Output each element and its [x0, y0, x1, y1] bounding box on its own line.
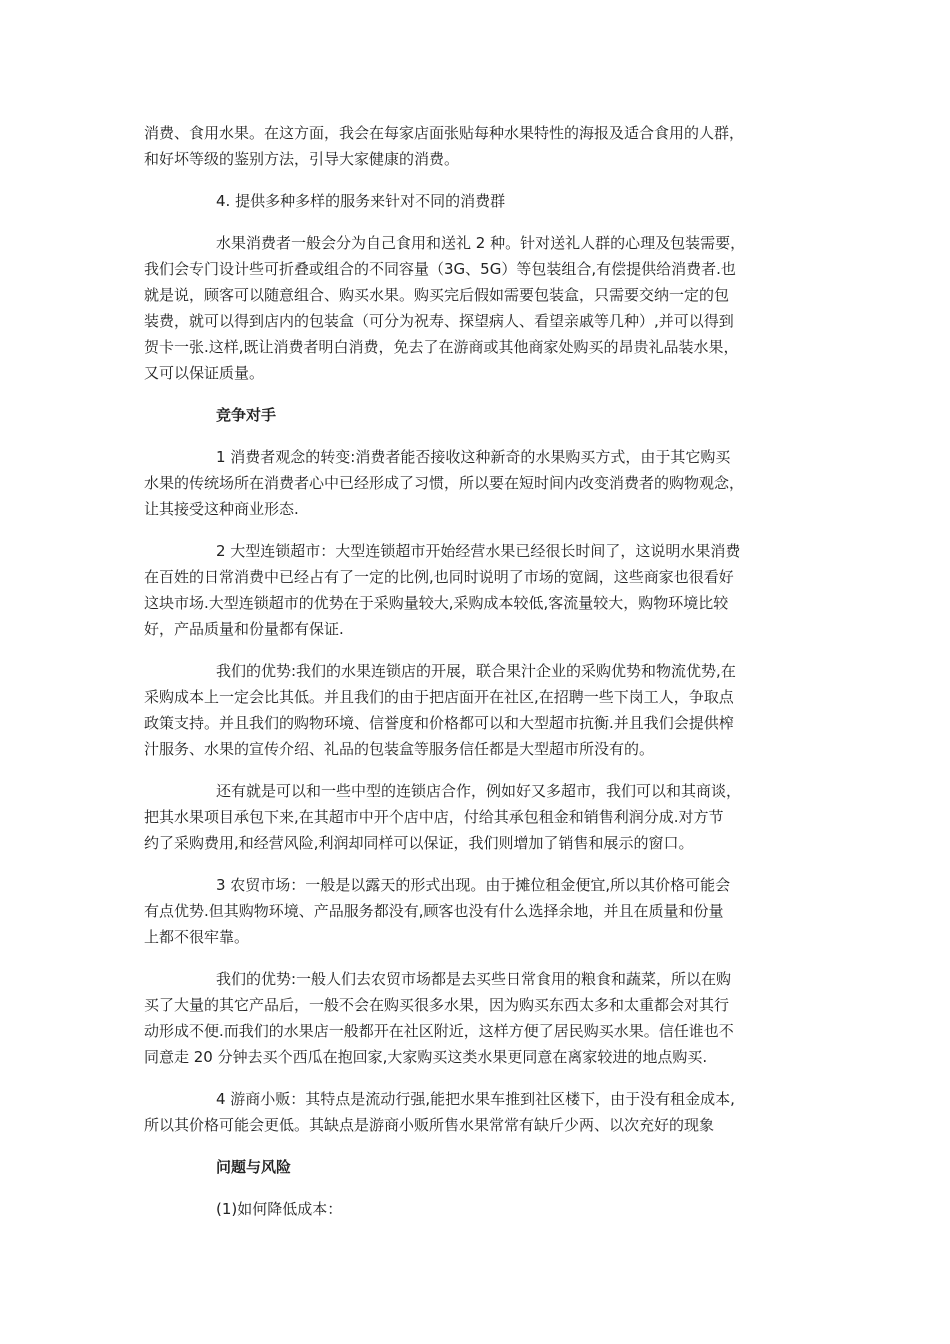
list-item-reduce-cost: (1)如何降低成本： — [216, 1200, 343, 1218]
paragraph-our-advantage-1: 我们的优势:我们的水果连锁店的开展，联合果汁企业的采购优势和物流优势,在 采购成本上一定会比其低。并且我们的由于把店面开在社区,在招聘一些下岗工人，争取点 政策支持。并且我们的购物环境、信誉度和价格都可以和大型超市抗衡.并且我们会提供榨 汁服务、水果的宣传介绍、礼品的包装盒等服务信任都是大型超市所没有的。 — [144, 662, 736, 758]
paragraph-gift-packaging: 水果消费者一般会分为自己食用和送礼 2 种。针对送礼人群的心理及包装需要， 我们会专门设计些可折叠或组合的不同容量（3G、5G）等包装组合,有偿提供给消费者.也 就是说，顾客可以随意组合、购买水果。购买完后假如需要包装盒，只需要交纳一定的包 装费，就可以得到店内的包装盒（可分为祝寿、探望病人、看望亲戚等几种）,并可以得到 贺卡一张.这样,既让消费者明白消费，免去了在游商或其他商家处购买的昂贵礼品装水果， 又可以保证质量。 — [144, 234, 746, 382]
paragraph-farmers-market: 3 农贸市场：一般是以露天的形式出现。由于摊位租金便宜,所以其价格可能会 有点优势.但其购物环境、产品服务都没有,顾客也没有什么选择余地，并且在质量和份量 上都不很牢靠。 — [144, 876, 731, 946]
paragraph-consumer-concept: 1 消费者观念的转变:消费者能否接收这种新奇的水果购买方式，由于其它购买 水果的传统场所在消费者心中已经形成了习惯，所以要在短时间内改变消费者的购物观念， 让其接受这种商业形态. — [144, 448, 745, 518]
paragraph-cooperation: 还有就是可以和一些中型的连锁店合作，例如好又多超市，我们可以和其商谈， 把其水果项目承包下来,在其超市中开个店中店，付给其承包租金和销售利润分成.对方节 约了采购费用,和经营风险,利润却同样可以保证，我们则增加了销售和展示的窗口。 — [144, 782, 742, 852]
document-page — [144, 120, 808, 1238]
section-heading-competitors: 竞争对手 — [216, 406, 277, 424]
list-item-services: 4. 提供多种多样的服务来针对不同的消费群 — [216, 192, 506, 210]
paragraph-intro: 消费、食用水果。在这方面，我会在每家店面张贴每种水果特性的海报及适合食用的人群， 和好坏等级的鉴别方法，引导大家健康的消费。 — [144, 124, 745, 168]
paragraph-our-advantage-2: 我们的优势:一般人们去农贸市场都是去买些日常食用的粮食和蔬菜，所以在购 买了大量的其它产品后，一般不会在购买很多水果，因为购买东西太多和太重都会对其行 动形成不便.而我们的水果店一般都开在社区附近，这样方便了居民购买水果。信任谁也不 同意走 20 分钟去买个西瓜在抱回家,大家购买这类水果更同意在离家较进的地点购买. — [144, 970, 734, 1066]
paragraph-street-vendors: 4 游商小贩：其特点是流动行强,能把水果车推到社区楼下，由于没有租金成本, 所以其价格可能会更低。其缺点是游商小贩所售水果常常有缺斤少两、以次充好的现象 — [144, 1090, 735, 1134]
section-heading-risks: 问题与风险 — [216, 1158, 292, 1176]
paragraph-supermarkets: 2 大型连锁超市：大型连锁超市开始经营水果已经很长时间了，这说明水果消费 在百姓的日常消费中已经占有了一定的比例,也同时说明了市场的宽阔，这些商家也很看好 这块市场.大型连锁超市的优势在于采购量较大,采购成本较低,客流量较大，购物环境比较 好，产品质量和份量都有保证. — [144, 542, 741, 638]
